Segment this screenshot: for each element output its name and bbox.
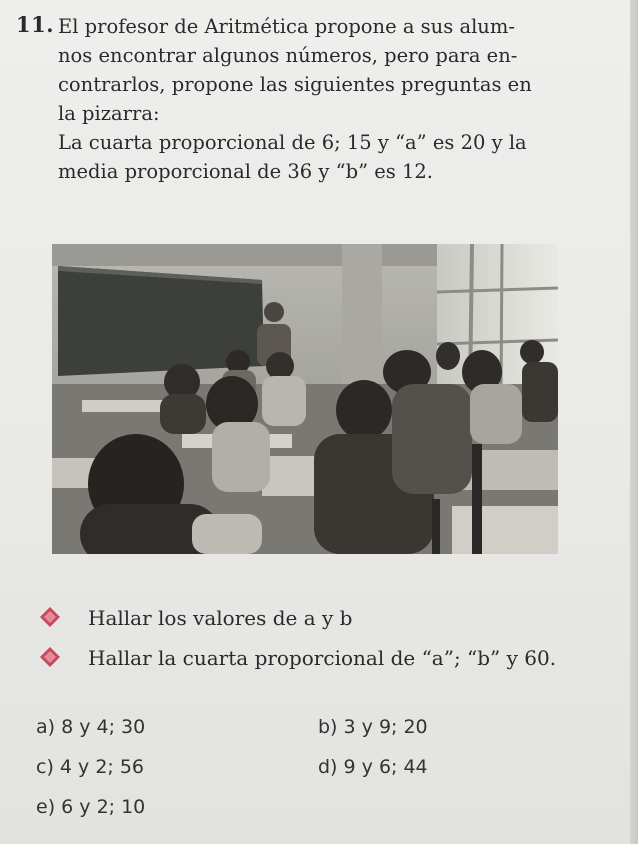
option-text: 3 y 9; 20 (343, 716, 428, 738)
option-text: 8 y 4; 30 (61, 716, 146, 738)
option-c (36, 756, 144, 778)
diamond-bullet-icon (40, 606, 88, 630)
statement-line: la pizarra: (58, 102, 160, 125)
option-key: d) (318, 756, 338, 778)
option-d (318, 756, 428, 778)
option-a (36, 716, 145, 738)
diamond-bullet-icon (40, 646, 88, 670)
option-text: 9 y 6; 44 (343, 756, 428, 778)
statement-line: contrarlos, propone las siguientes preguntas en (58, 73, 532, 96)
question-text: Hallar la cuarta proporcional de “a”; “b” y 60. (88, 646, 557, 670)
option-key: b) (318, 716, 338, 738)
question-item (40, 646, 556, 670)
option-b (318, 716, 428, 738)
problem-statement (58, 12, 618, 186)
statement-line: El profesor de Aritmética propone a sus alum- (58, 15, 515, 38)
option-key: c) (36, 756, 54, 778)
question-text: Hallar los valores de a y b (88, 606, 353, 630)
option-key: e) (36, 796, 56, 818)
problem-number: 11. (16, 12, 55, 37)
option-text: 4 y 2; 56 (59, 756, 145, 778)
statement-line: media proporcional de 36 y “b” es 12. (58, 160, 434, 183)
option-text: 6 y 2; 10 (61, 796, 146, 818)
classroom-photo-illustration (52, 244, 558, 554)
option-e (36, 796, 145, 818)
option-key: a) (36, 716, 56, 738)
page-edge (630, 0, 638, 844)
question-item (40, 606, 352, 630)
statement-line: nos encontrar algunos números, pero para en- (58, 44, 518, 67)
classroom-photo (52, 244, 558, 554)
statement-line: La cuarta proporcional de 6; 15 y “a” es 20 y la (58, 131, 527, 154)
